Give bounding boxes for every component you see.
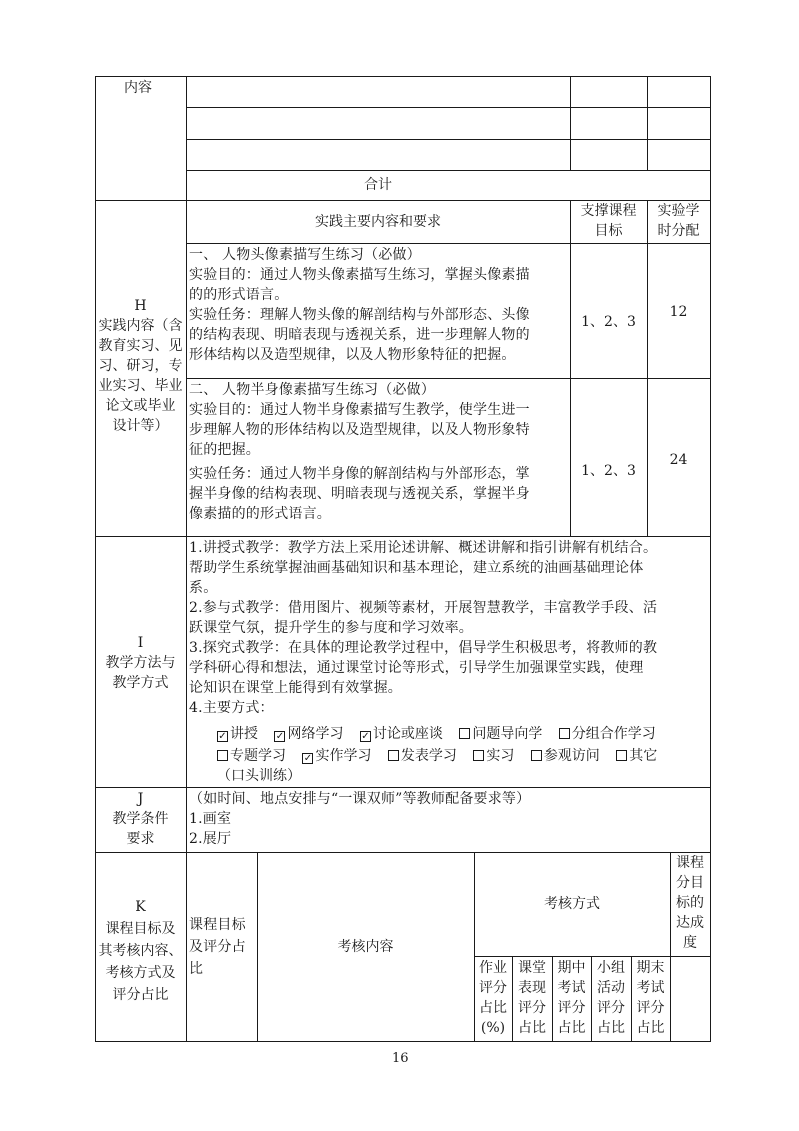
checkbox-empty-icon[interactable]	[531, 750, 542, 761]
checkbox-empty-icon[interactable]	[616, 750, 627, 761]
practice-item-2-support: 1、2、3	[581, 463, 636, 479]
practice-header-hours: 实验学 时分配	[657, 203, 700, 239]
practice-header-support: 支撑课程 目标	[580, 203, 637, 239]
practice-item-1-hours: 12	[669, 304, 688, 320]
checkbox-empty-icon[interactable]	[217, 750, 228, 761]
option-discussion[interactable]: ✓ 讨论或座谈	[361, 726, 443, 742]
checkbox-checked-icon[interactable]: ✓	[275, 731, 285, 742]
practice-item-1-content: 一、 人物头像素描写生练习（必做） 实验目的：通过人物头像素描写生练习，掌握头像素描 的的形式语言。 实验任务：理解人物头像的解剖结构与外部形态、头像 的结构表现、明暗表现与透视关系，进一步理解人物的 形体结构以及造型规律，以及人物形象特征的把握。	[189, 247, 530, 363]
option-lecture[interactable]: ✓ 讲授	[218, 726, 258, 742]
assessment-col-method: 考核方式	[544, 896, 600, 912]
assessment-col-goal: 课程目标 及评分占 比	[189, 917, 246, 977]
checkbox-empty-icon[interactable]	[459, 728, 470, 739]
conditions-row-label: J 教学条件 要求	[112, 791, 169, 847]
table-border-top	[95, 76, 711, 77]
assessment-col-achievement: 课程 分目 标的 达成 度	[676, 855, 704, 951]
option-online-learning[interactable]: ✓ 网络学习	[275, 726, 344, 742]
methods-other-note: （口头训练）	[217, 768, 301, 784]
option-other[interactable]: 其它	[616, 748, 657, 764]
option-problem-oriented[interactable]: 问题导向学	[459, 726, 542, 742]
option-presentation[interactable]: 发表学习	[388, 748, 457, 764]
page-number: 16	[392, 1051, 409, 1066]
option-practical-learning[interactable]: ✓ 实作学习	[303, 748, 372, 764]
assessment-subcol-group: 小组 活动 评分 占比	[597, 960, 625, 1036]
assessment-subcol-final: 期末 考试 评分 占比	[636, 960, 665, 1036]
option-internship[interactable]: 实习	[473, 748, 514, 764]
option-group-cooperation[interactable]: 分组合作学习	[559, 726, 656, 742]
assessment-subcol-classroom: 课堂 表现 评分 占比	[518, 960, 546, 1036]
practice-item-1-support: 1、2、3	[581, 314, 636, 330]
methods-row-label: I 教学方法与 教学方式	[105, 635, 176, 691]
checkbox-empty-icon[interactable]	[473, 750, 484, 761]
content-row-label: 内容	[124, 80, 152, 96]
table-border-bottom	[95, 1041, 711, 1042]
methods-content: 1.讲授式教学：教学方法上采用论述讲解、概述讲解和指引讲解有机结合。 帮助学生系统掌握油画基础知识和基本理论，建立系统的油画基础理论体 系。 2.参与式教学：借用图片、视频等素材，开展智慧教学，丰富教学手段、活 跃课堂气氛，提升学生的参与度和学习效率。 3.探究式教学：在具体的理论教学过程中，倡导学生积极思考，将教师的教 学科研心得和想法，通过课堂讨论等形式，引导学生加强课堂实践，使理 论知识在课堂上能得到有效掌握。 4.主要方式：	[189, 540, 658, 716]
methods-options-row1	[217, 724, 656, 744]
checkbox-empty-icon[interactable]	[559, 728, 570, 739]
option-visit[interactable]: 参观访问	[531, 748, 600, 764]
assessment-subcol-homework: 作业 评分 占比 (%)	[479, 960, 507, 1036]
practice-row-label: H 实践内容（含 教育实习、见 习、研习，专 业实习、毕业 论文或毕业 设计等）	[98, 298, 183, 434]
table-border-right	[710, 76, 711, 1042]
conditions-content: （如时间、地点安排与“一课双师”等教师配备要求等） 1.画室 2.展厅	[189, 791, 531, 847]
total-label: 合计	[364, 177, 392, 193]
practice-item-2-hours: 24	[669, 452, 688, 468]
practice-header-content: 实践主要内容和要求	[315, 214, 441, 230]
checkbox-checked-icon[interactable]: ✓	[303, 753, 313, 764]
checkbox-empty-icon[interactable]	[388, 750, 399, 761]
option-topic-learning[interactable]: 专题学习	[217, 748, 286, 764]
methods-options-row2	[217, 746, 657, 766]
checkbox-checked-icon[interactable]: ✓	[361, 731, 370, 742]
assessment-row-label: K 课程目标及 其考核内容、 考核方式及 评分占比	[98, 899, 183, 1003]
checkbox-checked-icon[interactable]: ✓	[218, 731, 227, 742]
practice-item-2-content: 二、 人物半身像素描写生练习（必做） 实验目的：通过人物半身像素描写生教学，使学生进一 步理解人物的形体结构以及造型规律，以及人物形象特 征的把握。 实验任务：通过人物半身像的解剖结构与外部形态，掌 握半身像的结构表现、明暗表现与透视关系，掌握半身 像素描的的形式语言。	[189, 382, 530, 522]
assessment-subcol-midterm: 期中 考试 评分 占比	[557, 960, 586, 1036]
assessment-col-content: 考核内容	[337, 939, 394, 955]
